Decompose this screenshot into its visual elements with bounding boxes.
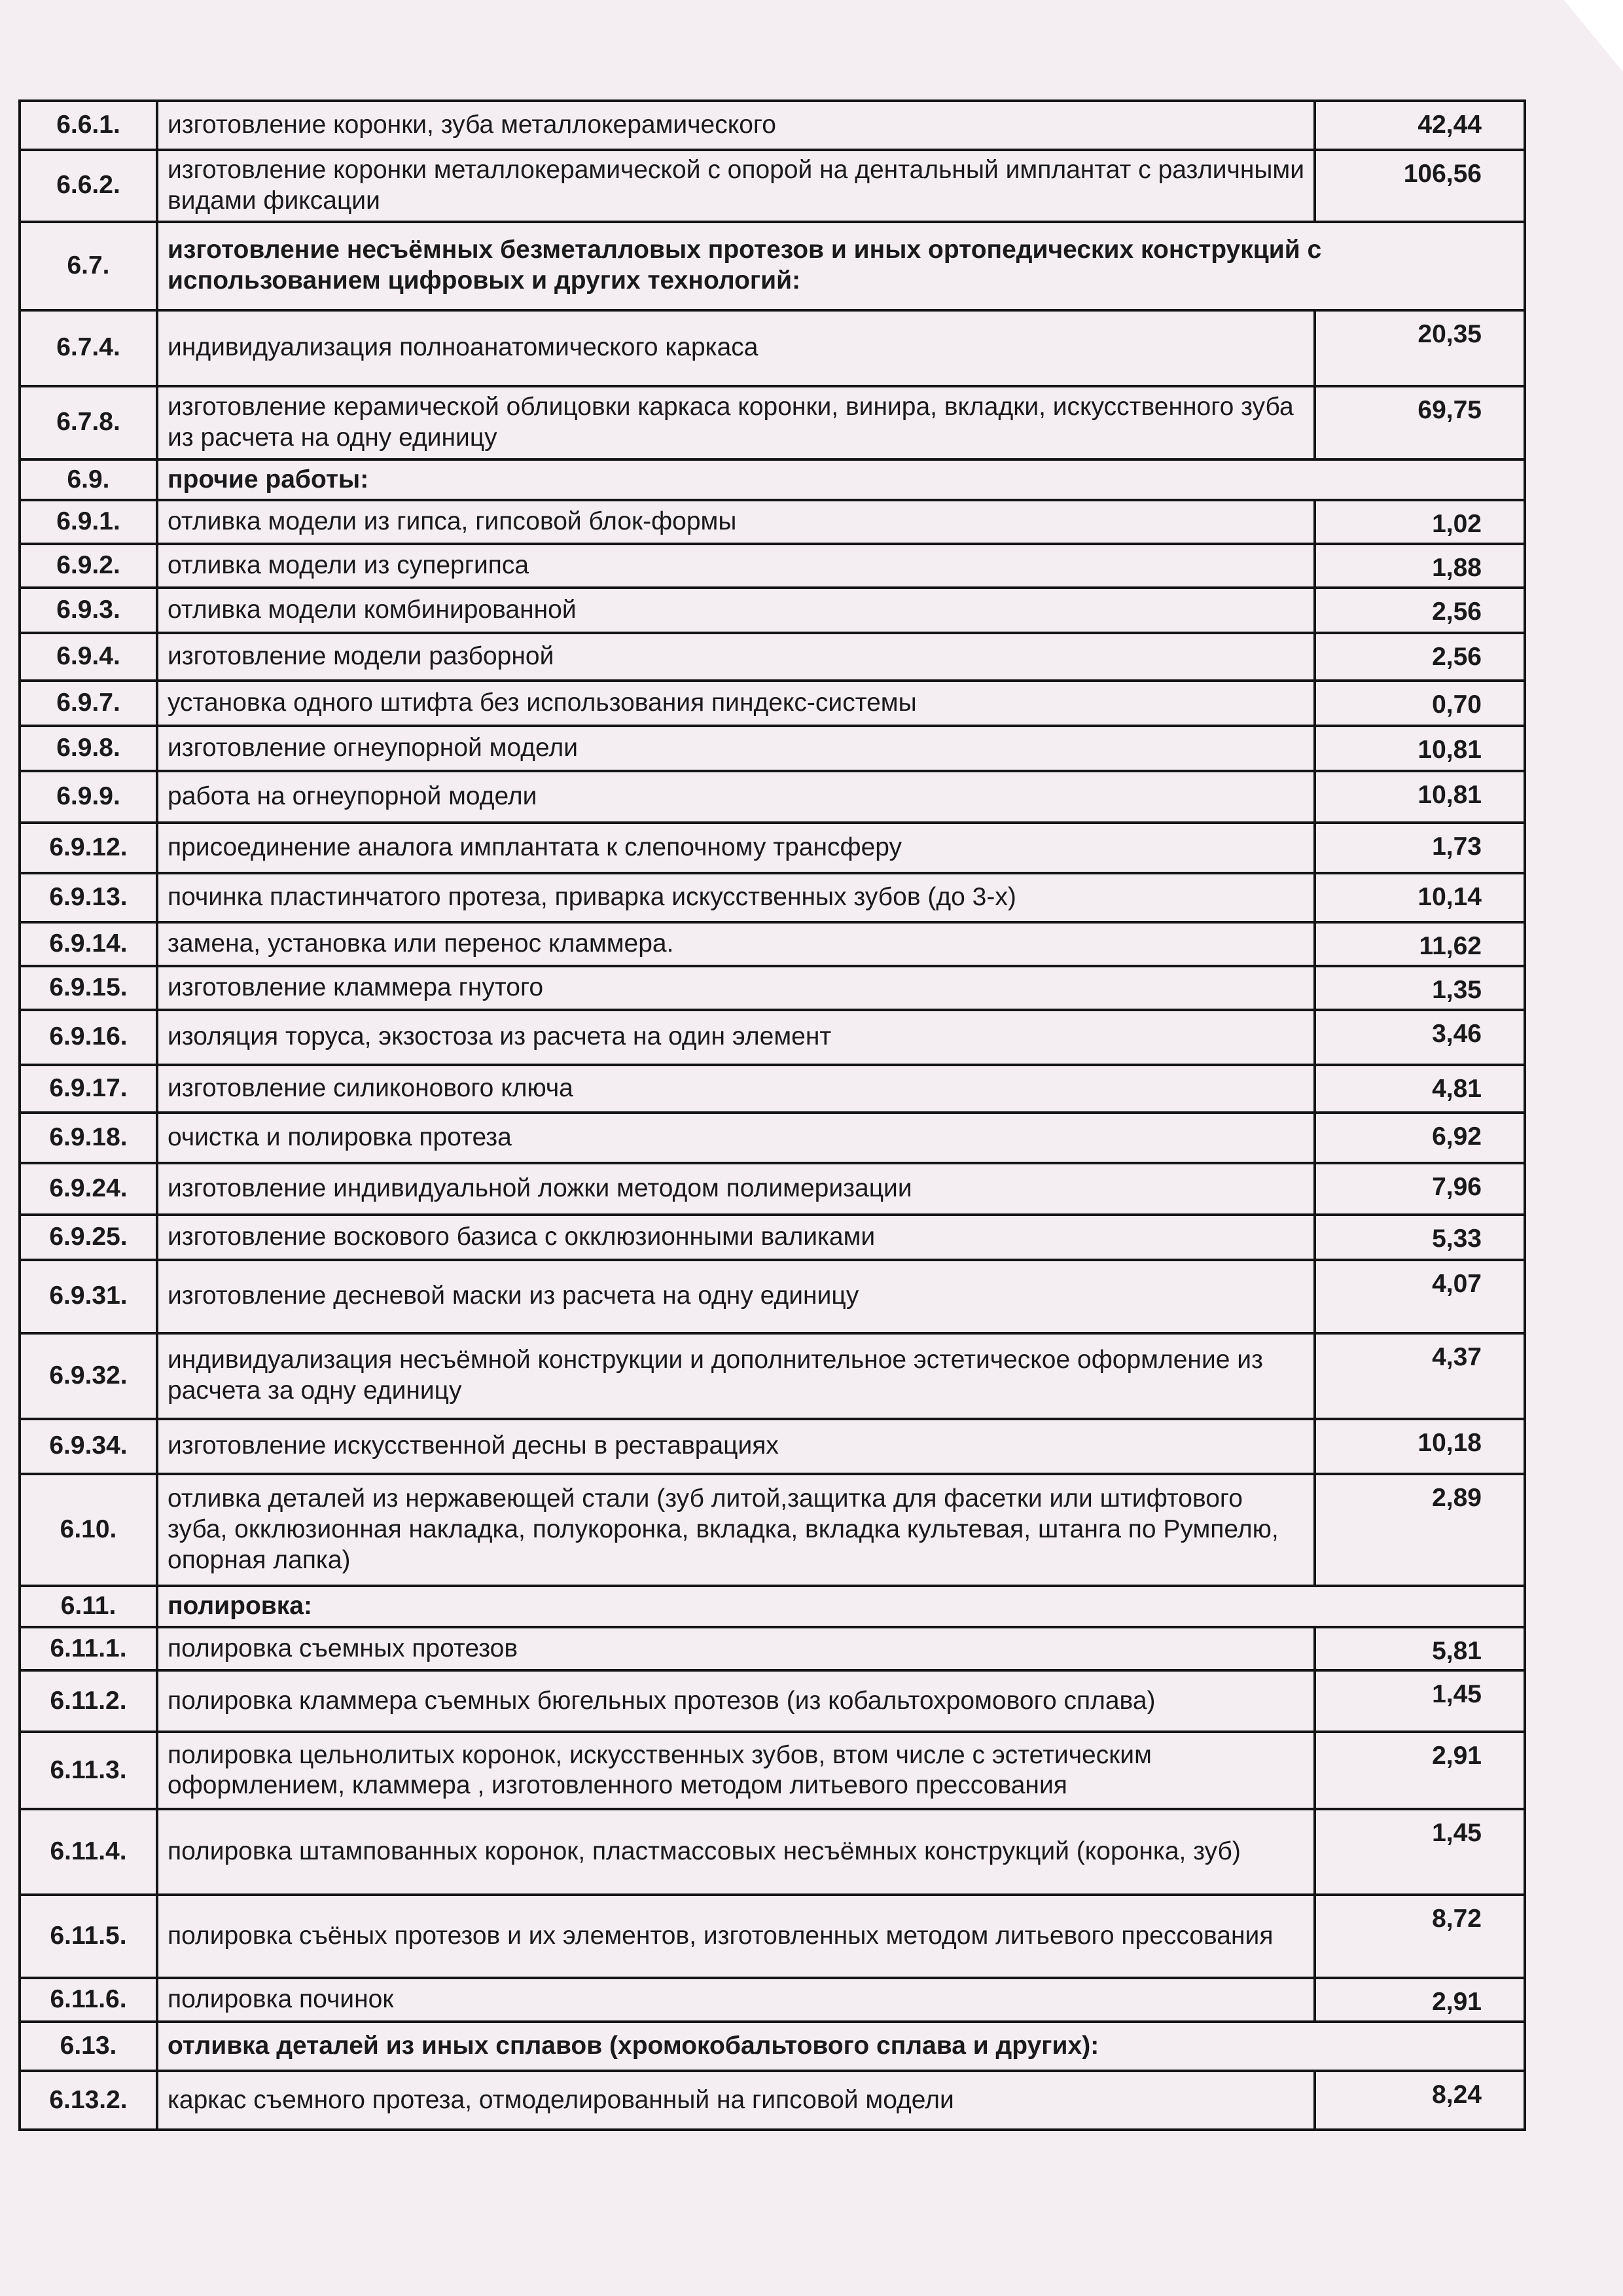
item-price: 7,96: [1315, 1163, 1525, 1215]
item-code: 6.6.2.: [20, 150, 157, 222]
item-code: 6.9.1.: [20, 500, 157, 544]
table-row: [20, 1895, 1525, 1978]
item-code: 6.9.31.: [20, 1260, 157, 1333]
table-row: [20, 1474, 1525, 1586]
item-code: 6.9.14.: [20, 922, 157, 966]
item-description: присоединение аналога имплантата к слепочному трансферу: [157, 823, 1315, 873]
item-price: 20,35: [1315, 310, 1525, 386]
item-price: 6,92: [1315, 1113, 1525, 1163]
table-row: [20, 544, 1525, 588]
item-code: 6.7.: [20, 222, 157, 310]
item-description: изготовление десневой маски из расчета на одну единицу: [157, 1260, 1315, 1333]
item-code: 6.7.4.: [20, 310, 157, 386]
item-price: 1,35: [1315, 966, 1525, 1010]
item-price: 0,70: [1315, 681, 1525, 726]
price-list-table: [18, 99, 1526, 2131]
table-row: [20, 633, 1525, 681]
section-header-row: [20, 1586, 1525, 1627]
section-header-row: [20, 459, 1525, 501]
item-description: изготовление силиконового ключа: [157, 1065, 1315, 1113]
table-row: [20, 726, 1525, 771]
table-row: [20, 588, 1525, 633]
item-code: 6.13.2.: [20, 2071, 157, 2130]
item-code: 6.9.32.: [20, 1333, 157, 1419]
table-row: [20, 2071, 1525, 2130]
item-code: 6.11.5.: [20, 1895, 157, 1978]
table-row: [20, 1333, 1525, 1419]
item-price: 5,33: [1315, 1215, 1525, 1260]
item-price: 69,75: [1315, 386, 1525, 459]
item-description: отливка модели из гипса, гипсовой блок-формы: [157, 500, 1315, 544]
item-price: 11,62: [1315, 922, 1525, 966]
item-price: 4,81: [1315, 1065, 1525, 1113]
item-price: 1,02: [1315, 500, 1525, 544]
table-row: [20, 922, 1525, 966]
item-price: 2,56: [1315, 588, 1525, 633]
item-price: 10,81: [1315, 726, 1525, 771]
item-description: очистка и полировка протеза: [157, 1113, 1315, 1163]
item-description: отливка модели комбинированной: [157, 588, 1315, 633]
table-row: [20, 1065, 1525, 1113]
item-description: полировка штампованных коронок, пластмассовых несъёмных конструкций (коронка, зуб): [157, 1809, 1315, 1895]
item-price: 2,91: [1315, 1978, 1525, 2022]
item-description: отливка модели из супергипса: [157, 544, 1315, 588]
item-code: 6.9.2.: [20, 544, 157, 588]
item-code: 6.9.24.: [20, 1163, 157, 1215]
item-description: изготовление коронки металлокерамической с опорой на дентальный имплантат с различными видами фиксации: [157, 150, 1315, 222]
item-description: полировка съёных протезов и их элементов, изготовленных методом литьевого прессования: [157, 1895, 1315, 1978]
item-description: изготовление огнеупорной модели: [157, 726, 1315, 771]
item-description: полировка починок: [157, 1978, 1315, 2022]
item-price: 5,81: [1315, 1627, 1525, 1671]
item-code: 6.7.8.: [20, 386, 157, 459]
item-description: починка пластинчатого протеза, приварка искусственных зубов (до 3-х): [157, 873, 1315, 922]
item-description: каркас съемного протеза, отмоделированный на гипсовой модели: [157, 2071, 1315, 2130]
item-code: 6.9.17.: [20, 1065, 157, 1113]
section-header-row: [20, 2022, 1525, 2071]
item-description: изготовление коронки, зуба металлокерамического: [157, 101, 1315, 150]
item-code: 6.9.3.: [20, 588, 157, 633]
item-price: 1,45: [1315, 1809, 1525, 1895]
item-code: 6.9.12.: [20, 823, 157, 873]
item-code: 6.9.9.: [20, 771, 157, 823]
section-header-row: [20, 222, 1525, 310]
item-code: 6.11.3.: [20, 1732, 157, 1809]
item-code: 6.9.4.: [20, 633, 157, 681]
item-description: отливка деталей из нержавеющей стали (зуб литой,защитка для фасетки или штифтового зуба, окклюзионная накладка, полукоронка, вкладка, вкладка культевая, штанга по Румпелю, опорная лапка): [157, 1474, 1315, 1586]
item-code: 6.9.18.: [20, 1113, 157, 1163]
item-price: 2,89: [1315, 1474, 1525, 1586]
item-price: 10,14: [1315, 873, 1525, 922]
item-description: изготовление модели разборной: [157, 633, 1315, 681]
item-description: изготовление индивидуальной ложки методом полимеризации: [157, 1163, 1315, 1215]
table-row: [20, 1809, 1525, 1895]
item-description: изготовление воскового базиса с окклюзионными валиками: [157, 1215, 1315, 1260]
item-price: 1,45: [1315, 1670, 1525, 1732]
table-row: [20, 101, 1525, 150]
table-row: [20, 500, 1525, 544]
item-code: 6.11.4.: [20, 1809, 157, 1895]
item-description: полировка съемных протезов: [157, 1627, 1315, 1671]
table-row: [20, 681, 1525, 726]
item-price: 3,46: [1315, 1010, 1525, 1065]
item-code: 6.11.2.: [20, 1670, 157, 1732]
item-code: 6.6.1.: [20, 101, 157, 150]
item-code: 6.9.25.: [20, 1215, 157, 1260]
item-description: замена, установка или перенос кламмера.: [157, 922, 1315, 966]
table-row: [20, 1163, 1525, 1215]
item-code: 6.9.13.: [20, 873, 157, 922]
item-description: изоляция торуса, экзостоза из расчета на один элемент: [157, 1010, 1315, 1065]
table-row: [20, 310, 1525, 386]
item-description: полировка кламмера съемных бюгельных протезов (из кобальтохромового сплава): [157, 1670, 1315, 1732]
table-row: [20, 873, 1525, 922]
table-row: [20, 823, 1525, 873]
item-code: 6.11.: [20, 1586, 157, 1627]
table-row: [20, 966, 1525, 1010]
item-code: 6.9.7.: [20, 681, 157, 726]
section-title: полировка:: [157, 1586, 1525, 1627]
item-description: изготовление кламмера гнутого: [157, 966, 1315, 1010]
table-row: [20, 1113, 1525, 1163]
table-row: [20, 1627, 1525, 1671]
item-code: 6.10.: [20, 1474, 157, 1586]
item-price: 10,18: [1315, 1419, 1525, 1474]
item-price: 4,37: [1315, 1333, 1525, 1419]
table-row: [20, 386, 1525, 459]
item-code: 6.9.8.: [20, 726, 157, 771]
item-price: 106,56: [1315, 150, 1525, 222]
item-description: индивидуализация несъёмной конструкции и дополнительное эстетическое оформление из расчета за одну единицу: [157, 1333, 1315, 1419]
section-title: прочие работы:: [157, 459, 1525, 501]
item-code: 6.9.15.: [20, 966, 157, 1010]
item-price: 42,44: [1315, 101, 1525, 150]
item-description: полировка цельнолитых коронок, искусственных зубов, втом числе с эстетическим оформлением, кламмера , изготовленного методом литьевого прессования: [157, 1732, 1315, 1809]
item-code: 6.9.: [20, 459, 157, 501]
table-row: [20, 1419, 1525, 1474]
item-price: 4,07: [1315, 1260, 1525, 1333]
table-row: [20, 1978, 1525, 2022]
item-price: 2,56: [1315, 633, 1525, 681]
table-row: [20, 771, 1525, 823]
page-fold-corner: [1564, 0, 1623, 72]
table-row: [20, 1260, 1525, 1333]
item-code: 6.11.1.: [20, 1627, 157, 1671]
item-description: изготовление керамической облицовки каркаса коронки, винира, вкладки, искусственного зуба из расчета на одну единицу: [157, 386, 1315, 459]
table-row: [20, 1010, 1525, 1065]
item-description: индивидуализация полноанатомического каркаса: [157, 310, 1315, 386]
item-code: 6.9.34.: [20, 1419, 157, 1474]
item-description: изготовление искусственной десны в реставрациях: [157, 1419, 1315, 1474]
price-list-body: [20, 101, 1525, 2130]
item-price: 10,81: [1315, 771, 1525, 823]
item-code: 6.9.16.: [20, 1010, 157, 1065]
section-title: отливка деталей из иных сплавов (хромокобальтового сплава и других):: [157, 2022, 1525, 2071]
item-price: 8,24: [1315, 2071, 1525, 2130]
item-code: 6.11.6.: [20, 1978, 157, 2022]
item-description: установка одного штифта без использования пиндекс-системы: [157, 681, 1315, 726]
table-row: [20, 150, 1525, 222]
table-row: [20, 1732, 1525, 1809]
section-title: изготовление несъёмных безметалловых протезов и иных ортопедических конструкций с использованием цифровых и других технологий:: [157, 222, 1525, 310]
item-price: 8,72: [1315, 1895, 1525, 1978]
item-code: 6.13.: [20, 2022, 157, 2071]
item-price: 1,73: [1315, 823, 1525, 873]
item-price: 1,88: [1315, 544, 1525, 588]
item-description: работа на огнеупорной модели: [157, 771, 1315, 823]
table-row: [20, 1215, 1525, 1260]
item-price: 2,91: [1315, 1732, 1525, 1809]
table-row: [20, 1670, 1525, 1732]
